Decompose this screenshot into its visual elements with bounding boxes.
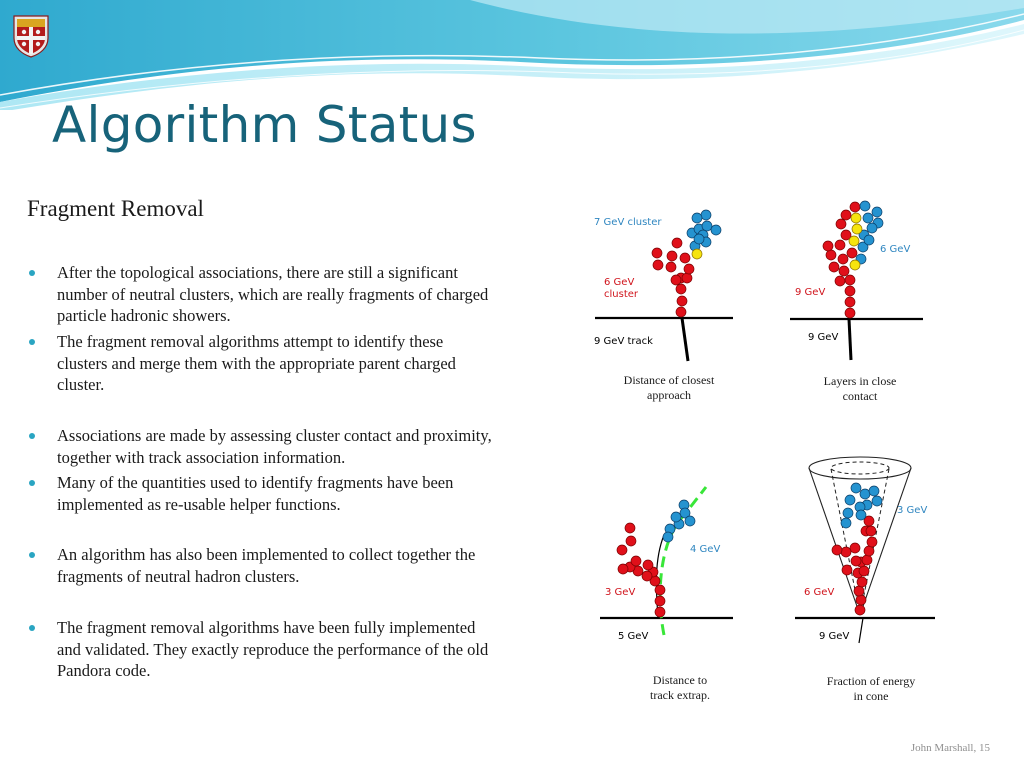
charged-hit [617, 545, 627, 555]
charged-hit [618, 564, 628, 574]
panel-caption: in cone [853, 689, 889, 703]
neutral-hit [702, 221, 712, 231]
neutral-cluster-label: 4 GeV [690, 544, 721, 555]
track-label: 9 GeV [819, 631, 850, 642]
charged-hit [857, 577, 867, 587]
panel-caption: track extrap. [650, 688, 710, 702]
neutral-cluster-label: 7 GeV cluster [594, 217, 662, 228]
charged-hit [652, 248, 662, 258]
charged-hit [856, 595, 866, 605]
charged-hit [845, 286, 855, 296]
charged-hit [823, 241, 833, 251]
charged-hit [850, 543, 860, 553]
charged-hit [677, 296, 687, 306]
charged-hit [631, 556, 641, 566]
charged-hit [671, 275, 681, 285]
neutral-hit [701, 210, 711, 220]
charged-hit [838, 254, 848, 264]
bullet-item [27, 262, 497, 327]
neutral-cluster [841, 483, 882, 528]
neutral-hit [845, 495, 855, 505]
charged-hit [667, 251, 677, 261]
charged-hit [626, 536, 636, 546]
bullet-text: The fragment removal algorithms attempt to identify these clusters and merge them with the appropriate parent charged cluster. [57, 332, 456, 394]
panel-energy-cone [795, 457, 935, 703]
charged-hit [841, 210, 851, 220]
bullet-icon [29, 552, 35, 558]
charged-hit [864, 546, 874, 556]
panel-caption: Distance of closest [623, 373, 715, 387]
charged-hit [841, 547, 851, 557]
neutral-hit [856, 510, 866, 520]
charged-hit [850, 202, 860, 212]
panel-caption: Distance to [652, 673, 708, 687]
charged-hit [854, 586, 864, 596]
panel-track-extrap [600, 487, 733, 702]
neutral-hit [860, 201, 870, 211]
neutral-hit [860, 489, 870, 499]
charged-cluster-label: 9 GeV [795, 287, 826, 298]
panel-caption: Fraction of energy [826, 674, 916, 688]
charged-hit [666, 262, 676, 272]
bullet-icon [29, 270, 35, 276]
neutral-hit [863, 213, 873, 223]
neutral-hit [685, 516, 695, 526]
track-line [849, 319, 851, 360]
charged-hit [682, 273, 692, 283]
neutral-hit [711, 225, 721, 235]
charged-cluster-label: 6 GeV [604, 277, 635, 288]
bullet-item [27, 544, 497, 587]
charged-hit [684, 264, 694, 274]
shared-hit [692, 249, 702, 259]
charged-hit [845, 308, 855, 318]
bullet-icon [29, 339, 35, 345]
neutral-hit [851, 483, 861, 493]
bullet-text: An algorithm has also been implemented to collect together the fragments of neutral hadron clusters. [57, 545, 476, 586]
charged-hit [653, 260, 663, 270]
neutral-hit [869, 486, 879, 496]
panel-closest-approach [594, 210, 733, 402]
charged-hit [826, 250, 836, 260]
panel-caption: Layers in close [823, 374, 897, 388]
neutral-hit [864, 235, 874, 245]
header-wave-decoration [0, 0, 1024, 110]
charged-hit [847, 248, 857, 258]
fragment-diagrams [580, 195, 960, 715]
charged-cluster-label: 3 GeV [605, 587, 636, 598]
bullet-item [27, 617, 497, 682]
track-line [859, 618, 863, 643]
charged-hit [680, 253, 690, 263]
neutral-cluster-label: 3 GeV [897, 505, 928, 516]
charged-hit [867, 537, 877, 547]
panel-close-contact [790, 201, 923, 403]
charged-hit [672, 238, 682, 248]
charged-hit [855, 605, 865, 615]
charged-cluster [652, 238, 694, 317]
charged-hit [845, 297, 855, 307]
charged-hit [845, 275, 855, 285]
neutral-hit [663, 532, 673, 542]
page-title: Algorithm Status [52, 96, 477, 154]
bullet-icon [29, 625, 35, 631]
charged-cluster-label: 6 GeV [804, 587, 835, 598]
neutral-cluster [687, 210, 721, 251]
charged-hit [842, 565, 852, 575]
charged-hit [655, 596, 665, 606]
charged-hit [835, 276, 845, 286]
bullet-text: The fragment removal algorithms have been fully implemented and validated. They exactly reproduce the performance of the old Pandora code. [57, 618, 489, 680]
track-label: 9 GeV track [594, 336, 653, 347]
bullet-icon [29, 433, 35, 439]
track-label: 5 GeV [618, 631, 649, 642]
bullet-text: After the topological associations, there are still a significant number of neutral clusters, which are really fragments of charged particle hadronic showers. [57, 263, 489, 325]
track-line [682, 318, 688, 361]
neutral-hit [872, 207, 882, 217]
charged-hit [676, 307, 686, 317]
university-crest-icon [12, 14, 50, 58]
charged-hit [839, 266, 849, 276]
bullet-item [27, 425, 497, 468]
charged-cluster-label: cluster [604, 289, 639, 300]
bullet-icon [29, 480, 35, 486]
charged-hit [859, 566, 869, 576]
charged-hit [866, 526, 876, 536]
neutral-hit [671, 512, 681, 522]
charged-hit [832, 545, 842, 555]
panel-caption: contact [842, 389, 878, 403]
panel-caption: approach [647, 388, 691, 402]
neutral-hit [694, 234, 704, 244]
charged-hit [643, 560, 653, 570]
footer-author-page: John Marshall, 15 [910, 742, 990, 754]
bullet-item [27, 331, 497, 396]
charged-hit [851, 556, 861, 566]
neutral-hit [867, 223, 877, 233]
bullet-text: Associations are made by assessing cluster contact and proximity, together with track association information. [57, 426, 492, 467]
bullet-item [27, 472, 497, 515]
bullet-text: Many of the quantities used to identify fragments have been implemented as re-usable helper functions. [57, 473, 454, 514]
charged-hit [829, 262, 839, 272]
neutral-hit [692, 213, 702, 223]
charged-hit [835, 240, 845, 250]
charged-hit [625, 523, 635, 533]
charged-cluster [617, 523, 665, 617]
neutral-hit [841, 518, 851, 528]
track-label: 9 GeV [808, 332, 839, 343]
charged-hit [642, 571, 652, 581]
charged-hit [655, 585, 665, 595]
charged-hit [655, 607, 665, 617]
neutral-hit [872, 496, 882, 506]
neutral-hit [843, 508, 853, 518]
neutral-cluster-label: 6 GeV [880, 244, 911, 255]
charged-hit [836, 219, 846, 229]
charged-hit [676, 284, 686, 294]
charged-hit [862, 555, 872, 565]
section-subtitle: Fragment Removal [27, 196, 204, 221]
